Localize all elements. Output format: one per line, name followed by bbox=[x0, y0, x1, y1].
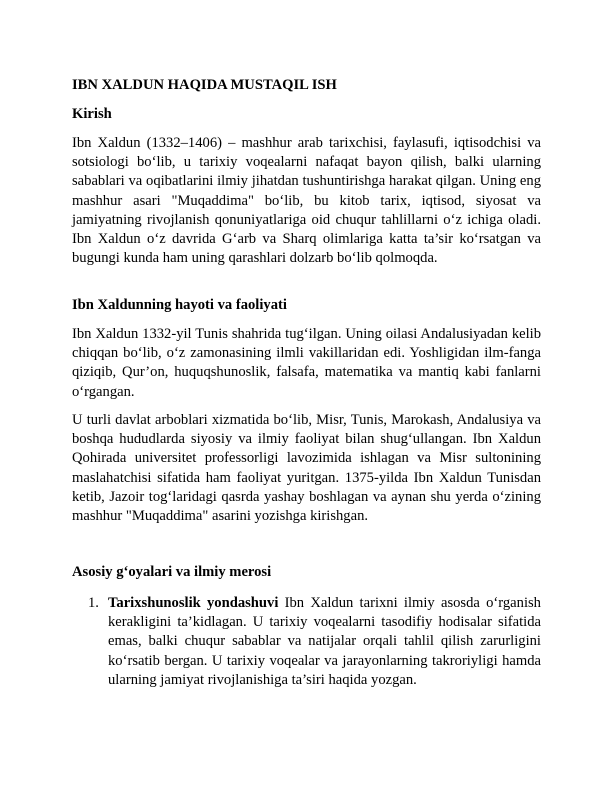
document-title: IBN XALDUN HAQIDA MUSTAQIL ISH bbox=[72, 77, 337, 93]
section-heading-kirish: Kirish bbox=[72, 106, 112, 122]
paragraph-biography: Ibn Xaldun 1332-yil Tunis shahrida tug‘ilgan. Uning oilasi Andalusiyadan kelib chiqqan bo‘lib, o‘z zamonasining ilmli vakillaridan edi. Yoshligidan ilm-fanga qiziqib, Qur’on, huquqshunoslik, falsafa, matematika va mantiq kabi fanlarni o‘rgangan. bbox=[72, 326, 541, 400]
section-heading-hayoti: Ibn Xaldunning hayoti va faoliyati bbox=[72, 297, 287, 313]
list-item-text: Ibn Xaldun tarixni ilmiy asosda o‘rganish kerakligini ta’kidlagan. U tarixiy voqealarni tasodifiy hodisalar sifatida emas, balki chuqur sabablar va natijalar orqali tahlil qilish zarurligini ko‘rsatib bergan. U tarixiy voqealar va jarayonlarning takroriyligi hamda ularning jamiyat rivojlanishiga ta’siri haqida yozgan. bbox=[108, 595, 541, 688]
list-item-term: Tarixshunoslik yondashuvi bbox=[108, 595, 279, 611]
ideas-list bbox=[72, 594, 541, 690]
paragraph-career: U turli davlat arboblari xizmatida bo‘lib, Misr, Tunis, Marokash, Andalusiya va boshqa hududlarda siyosiy va ilmiy faoliyat bilan shug‘ullangan. Ibn Xaldun Qohirada universitet professorligi lavozimida ishlagan va Misr sultonining maslahatchisi sifatida ham faoliyat yuritgan. 1375-yilda Ibn Xaldun Tunisdan ketib, Jazoir tog‘laridagi qasrda yashay boshlagan va aynan shu yerda o‘zining mashhur "Muqaddima" asarini yozishga kirishgan. bbox=[72, 412, 541, 525]
list-item bbox=[72, 594, 541, 690]
list-marker: 1. bbox=[88, 595, 99, 611]
section-heading-goyalari: Asosiy g‘oyalari va ilmiy merosi bbox=[72, 564, 272, 580]
paragraph-intro: Ibn Xaldun (1332–1406) – mashhur arab tarixchisi, faylasufi, iqtisodchisi va sotsiologi bo‘lib, u tarixiy voqealarni nafaqat bayon qilish, balki ularning sabablari va oqibatlarini ilmiy jihatdan tushuntirishga harakat qilgan. Uning eng mashhur asari "Muqaddima" bo‘lib, bu kitob tarix, iqtisod, siyosat va jamiyatning rivojlanish qonuniyatlariga oid chuqur tahlillarni o‘z ichiga oladi. Ibn Xaldun o‘z davrida G‘arb va Sharq olimlariga katta ta’sir ko‘rsatgan va bugungi kunda ham uning qarashlari dolzarb bo‘lib qolmoqda. bbox=[72, 135, 541, 267]
